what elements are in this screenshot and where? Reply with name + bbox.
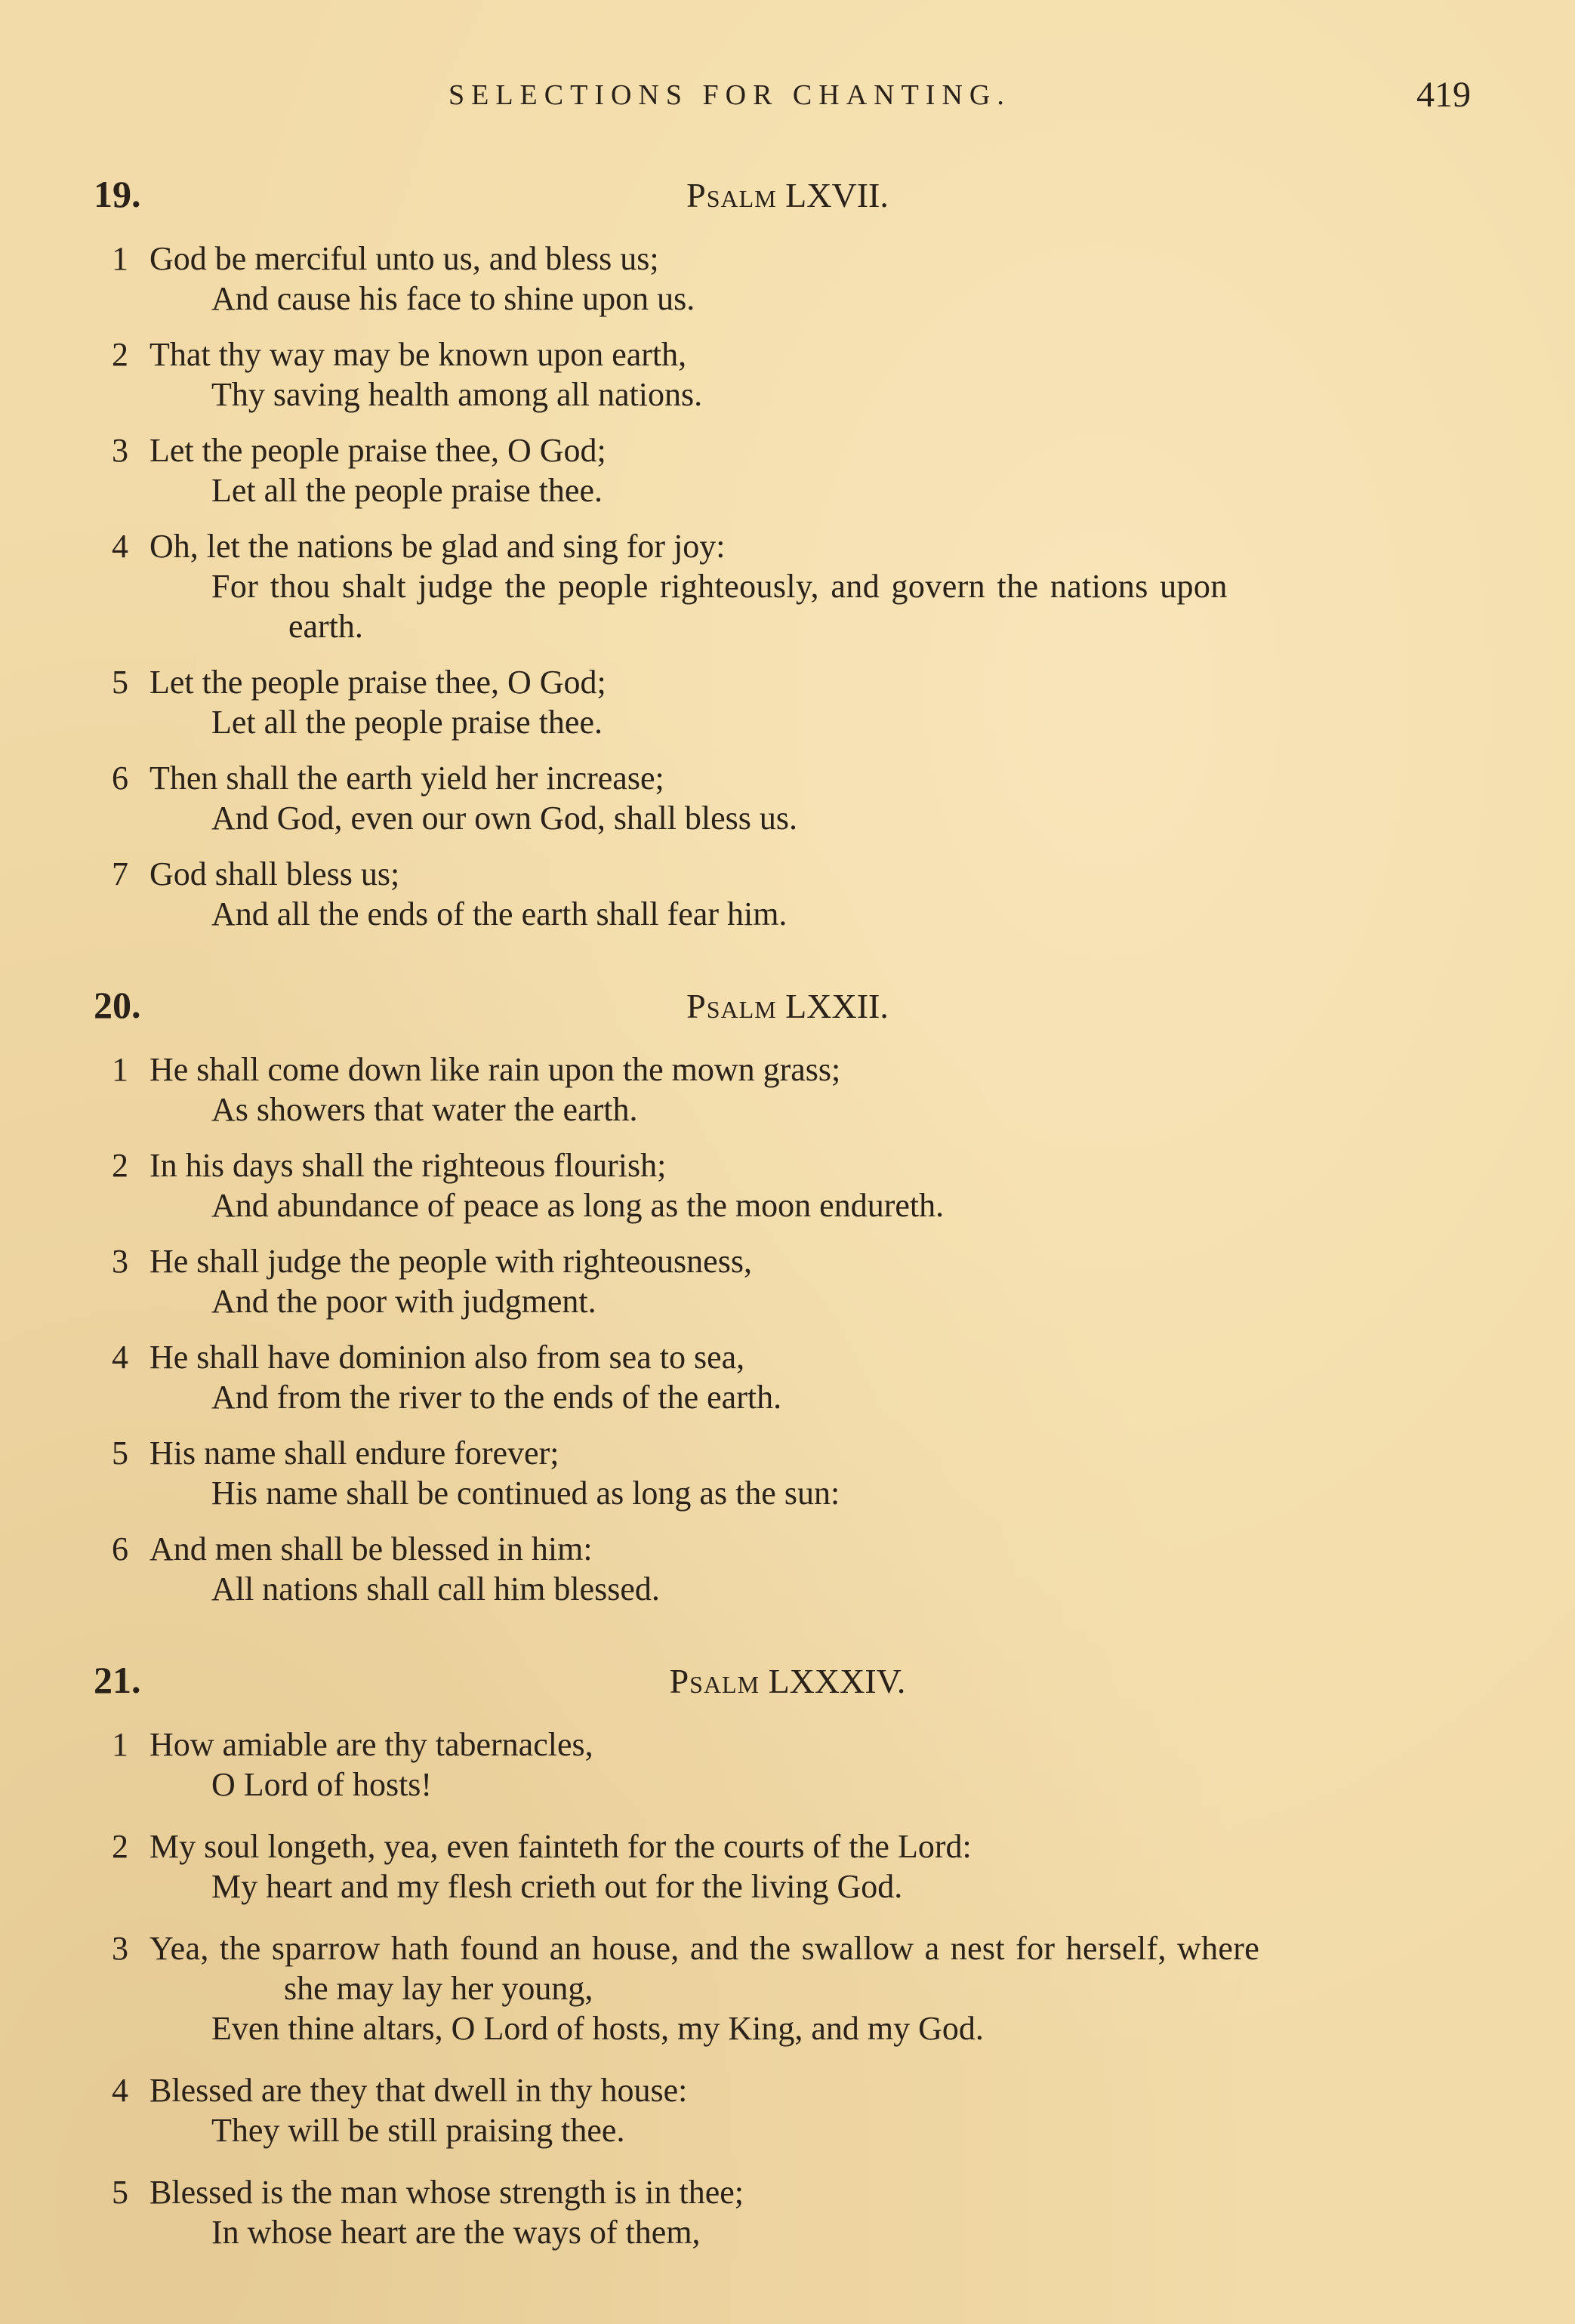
verse-number: 7 — [112, 855, 128, 892]
verse-line: Then shall the earth yield her increase; — [149, 760, 664, 797]
verse-line: My heart and my flesh crieth out for the living God. — [211, 1868, 903, 1905]
verse — [0, 1337, 1575, 1417]
psalm-numeral: LXVII. — [785, 176, 889, 214]
verse-line: That thy way may be known upon earth, — [149, 336, 687, 373]
verse-number: 2 — [112, 1828, 128, 1865]
verse-line: My soul longeth, yea, even fainteth for the courts of the Lord: — [149, 1828, 972, 1865]
verse-number: 3 — [112, 432, 128, 469]
psalm-label: Psalm — [686, 987, 777, 1025]
psalm-title — [0, 175, 1575, 215]
verse-line: earth. — [288, 608, 363, 645]
section-number: 21. — [94, 1659, 141, 1701]
verse-line: Let the people praise thee, O God; — [149, 432, 606, 469]
verse — [0, 1928, 1575, 2048]
verse — [0, 662, 1575, 742]
verse-line: Oh, let the nations be glad and sing for joy: — [149, 528, 726, 565]
verse-line: And men shall be blessed in him: — [149, 1530, 593, 1567]
psalm-label: Psalm — [686, 176, 777, 214]
verse-number: 4 — [112, 2072, 128, 2109]
section-number: 20. — [94, 984, 141, 1026]
verse-number: 1 — [112, 240, 128, 277]
verse-line: In his days shall the righteous flourish; — [149, 1147, 667, 1184]
verse-number: 6 — [112, 1530, 128, 1567]
verse-line: And God, even our own God, shall bless us. — [211, 800, 798, 837]
verse-line: she may lay her young, — [284, 1970, 593, 2007]
section-number: 19. — [94, 173, 141, 215]
verse — [0, 1145, 1575, 1225]
verse-line: Blessed is the man whose strength is in thee; — [149, 2174, 744, 2211]
verse-line: Even thine altars, O Lord of hosts, my King, and my God. — [211, 2010, 984, 2047]
verse-line: Let all the people praise thee. — [211, 704, 603, 741]
verse-number: 3 — [112, 1930, 128, 1967]
verse-line: And cause his face to shine upon us. — [211, 280, 695, 317]
verse-line: Thy saving health among all nations. — [211, 376, 703, 413]
verse-number: 6 — [112, 760, 128, 797]
verse-line: His name shall endure forever; — [149, 1435, 559, 1472]
verse — [0, 1241, 1575, 1321]
verse — [0, 1049, 1575, 1130]
verse-line: As showers that water the earth. — [211, 1091, 638, 1128]
verse — [0, 1826, 1575, 1906]
psalm-title — [0, 986, 1575, 1026]
verse-line: Yea, the sparrow hath found an house, and the swallow a nest for herself, where — [149, 1930, 1260, 1967]
psalm-numeral: LXXXIV. — [768, 1662, 906, 1700]
verse — [0, 1433, 1575, 1513]
verse-line: O Lord of hosts! — [211, 1766, 433, 1803]
page-number: 419 — [1416, 75, 1471, 115]
psalm-title — [0, 1661, 1575, 1701]
verse-number: 2 — [112, 1147, 128, 1184]
verse-line: Blessed are they that dwell in thy house: — [149, 2072, 688, 2109]
verse — [0, 430, 1575, 510]
verse-number: 4 — [112, 1339, 128, 1376]
verse — [0, 526, 1575, 646]
verse-line: In whose heart are the ways of them, — [211, 2214, 701, 2251]
psalm-numeral: LXXII. — [785, 987, 889, 1025]
verse-line: And abundance of peace as long as the moon endureth. — [211, 1187, 945, 1224]
verse-number: 1 — [112, 1051, 128, 1088]
verse-number: 5 — [112, 1435, 128, 1472]
verse — [0, 1725, 1575, 1805]
running-title: SELECTIONS FOR CHANTING. — [448, 79, 1011, 111]
verse-line: And the poor with judgment. — [211, 1283, 596, 1320]
verse-line: God be merciful unto us, and bless us; — [149, 240, 659, 277]
verse-number: 2 — [112, 336, 128, 373]
verse — [0, 854, 1575, 934]
verse-line: His name shall be continued as long as the sun: — [211, 1475, 840, 1512]
verse-line: He shall judge the people with righteousness, — [149, 1243, 752, 1280]
verse — [0, 758, 1575, 838]
verse-line: How amiable are thy tabernacles, — [149, 1726, 593, 1763]
verse — [0, 1529, 1575, 1609]
verse-list — [0, 1049, 1575, 1609]
verse-line: God shall bless us; — [149, 855, 400, 892]
verse-number: 3 — [112, 1243, 128, 1280]
verse-number: 4 — [112, 528, 128, 565]
verse-line: And all the ends of the earth shall fear him. — [211, 895, 788, 932]
verse-line: All nations shall call him blessed. — [211, 1570, 660, 1607]
verse-number: 5 — [112, 664, 128, 701]
verse-line: They will be still praising thee. — [211, 2112, 625, 2149]
verse — [0, 334, 1575, 415]
verse — [0, 2070, 1575, 2150]
verse-line: And from the river to the ends of the earth. — [211, 1379, 782, 1416]
verse-line: He shall have dominion also from sea to sea, — [149, 1339, 745, 1376]
verse-line: For thou shalt judge the people righteously, and govern the nations upon — [211, 568, 1228, 605]
verse-list — [0, 1725, 1575, 2252]
verse — [0, 239, 1575, 319]
verse-line: Let the people praise thee, O God; — [149, 664, 606, 701]
verse-line: He shall come down like rain upon the mown grass; — [149, 1051, 841, 1088]
psalm-label: Psalm — [669, 1662, 760, 1700]
verse-line: Let all the people praise thee. — [211, 472, 603, 509]
verse — [0, 2172, 1575, 2252]
verse-list — [0, 239, 1575, 934]
verse-number: 1 — [112, 1726, 128, 1763]
verse-number: 5 — [112, 2174, 128, 2211]
